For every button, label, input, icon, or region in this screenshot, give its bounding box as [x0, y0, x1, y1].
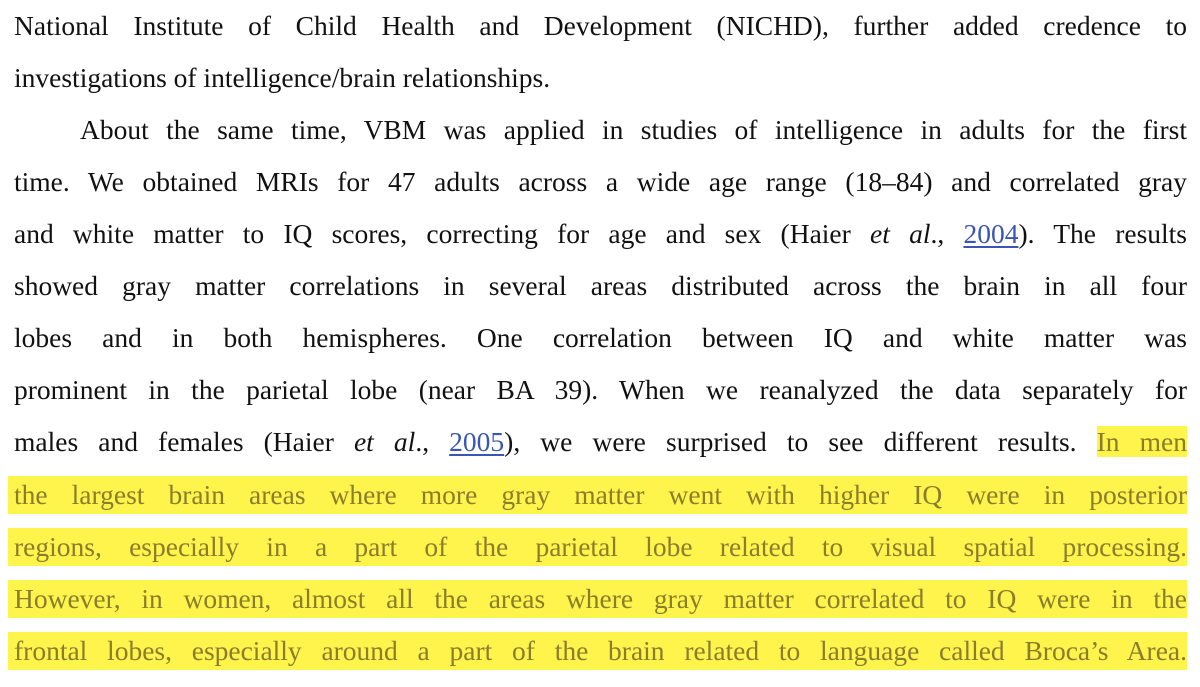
- text-line: [14, 371, 1187, 409]
- text-span: ), we were surprised to see different results.: [504, 426, 1097, 457]
- text-span: males and females (Haier: [14, 426, 354, 457]
- et-al-italic: et al: [870, 218, 931, 249]
- et-al-italic: et al: [353, 426, 416, 457]
- text-line: [14, 215, 1187, 253]
- text-line: [14, 319, 1187, 357]
- text-line: [14, 423, 1187, 461]
- highlighted-text: the largest brain areas where more gray matter went with higher IQ were in posterior: [14, 479, 1187, 510]
- text-span: About the same time, VBM was applied in studies of intelligence in adults for the first: [80, 114, 1187, 145]
- highlighted-text: In men: [1096, 426, 1187, 457]
- highlighted-line: [8, 528, 1187, 566]
- text-line: [14, 59, 1187, 97]
- text-span: .,: [415, 426, 450, 457]
- text-span: investigations of intelligence/brain relationships.: [14, 62, 551, 93]
- text-line: [14, 7, 1187, 45]
- highlighted-line: [8, 580, 1187, 618]
- text-line: [14, 267, 1187, 305]
- text-span: showed gray matter correlations in several areas distributed across the brain in all four: [14, 270, 1187, 301]
- text-span: time. We obtained MRIs for 47 adults across a wide age range (18–84) and correlated gray: [14, 166, 1187, 197]
- citation-link-2004[interactable]: 2004: [963, 218, 1019, 249]
- text-span: .,: [930, 218, 964, 249]
- text-span: ). The results: [1018, 218, 1188, 249]
- text-line: [14, 163, 1187, 201]
- text-span: lobes and in both hemispheres. One correlation between IQ and white matter was: [14, 322, 1187, 353]
- highlighted-line: [8, 476, 1187, 514]
- highlighted-text: However, in women, almost all the areas where gray matter correlated to IQ were in the: [14, 583, 1187, 614]
- text-span: prominent in the parietal lobe (near BA 39). When we reanalyzed the data separately for: [14, 374, 1187, 405]
- citation-link-2005[interactable]: 2005: [449, 426, 505, 457]
- highlighted-text: regions, especially in a part of the parietal lobe related to visual spatial processing.: [14, 531, 1187, 562]
- text-span: and white matter to IQ scores, correcting for age and sex (Haier: [14, 218, 871, 249]
- highlighted-text: frontal lobes, especially around a part of the brain related to language called Broca’s Area.: [14, 635, 1187, 666]
- text-span: National Institute of Child Health and Development (NICHD), further added credence to: [14, 10, 1187, 41]
- paragraph-first-line: [80, 111, 1187, 149]
- highlighted-line: [8, 632, 1187, 670]
